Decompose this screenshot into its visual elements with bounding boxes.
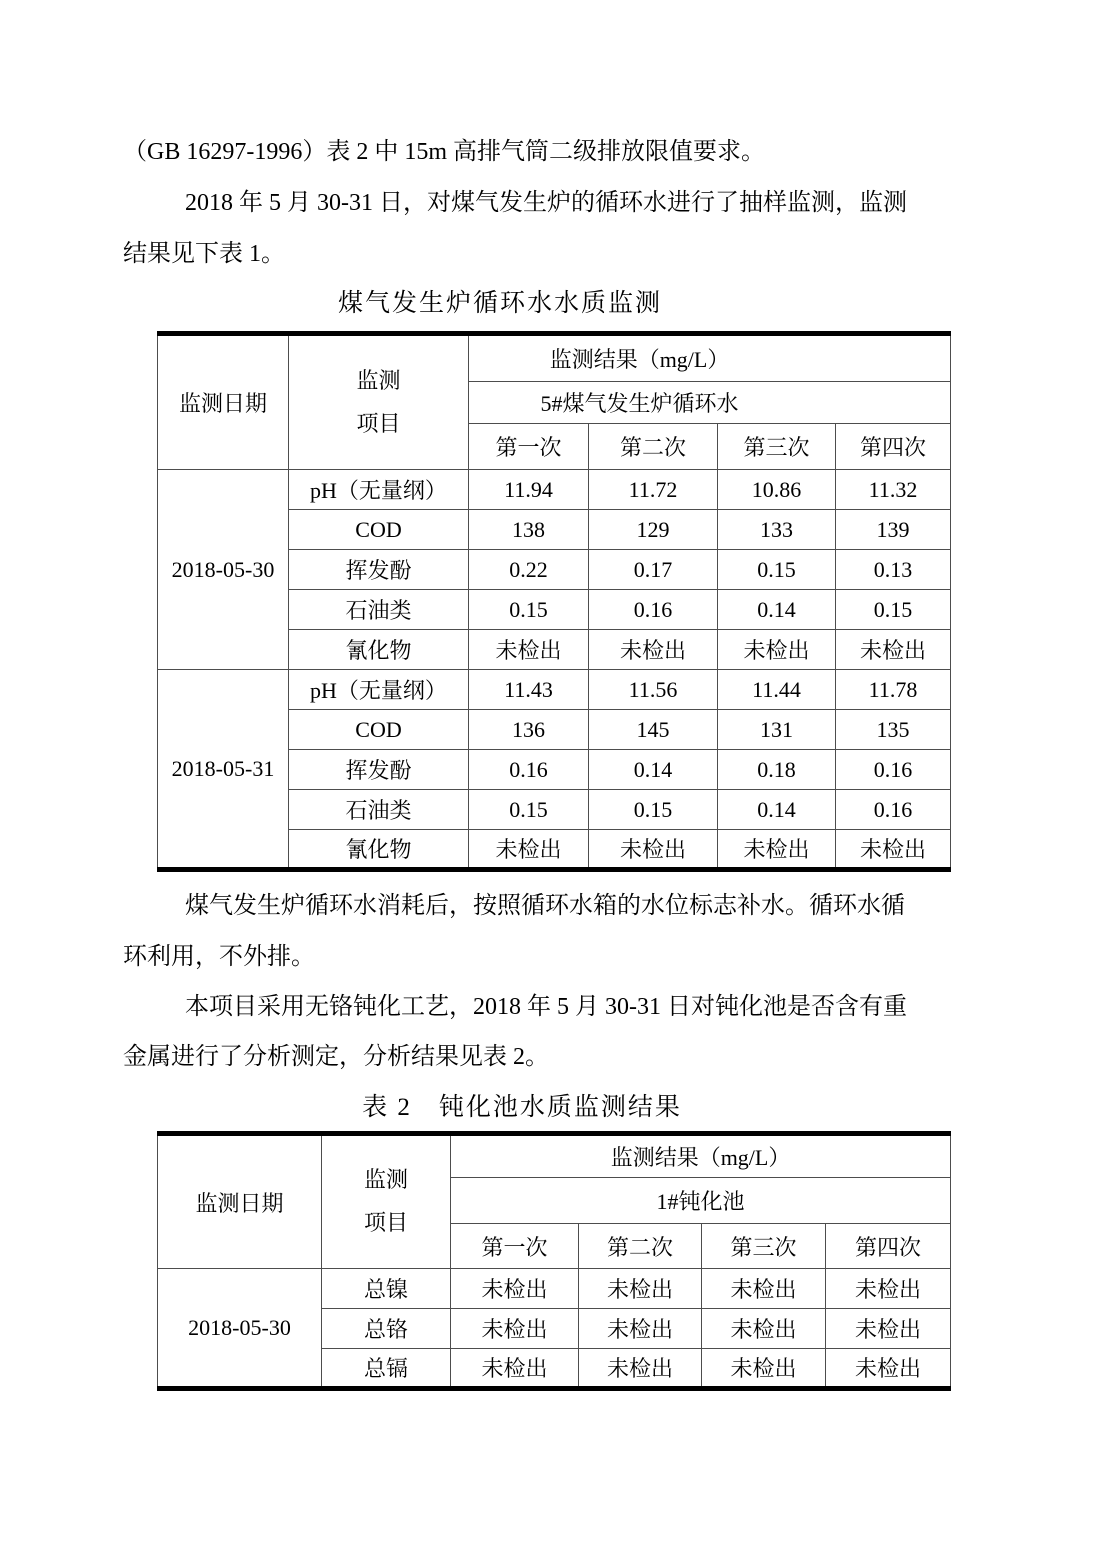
table2-header-result: 监测结果（mg/L） bbox=[451, 1134, 951, 1178]
item-label: COD bbox=[289, 710, 469, 750]
table1-header-item-line2: 项目 bbox=[356, 410, 401, 436]
value-cell: 11.43 bbox=[469, 670, 589, 710]
value-cell: 0.15 bbox=[718, 550, 836, 590]
value-cell: 0.15 bbox=[469, 790, 589, 830]
paragraph-3-line-1: 煤气发生炉循环水消耗后，按照循环水箱的水位标志补水。循环水循 bbox=[185, 893, 905, 919]
item-label: COD bbox=[289, 510, 469, 550]
table-row bbox=[158, 1269, 951, 1309]
value-cell: 131 bbox=[718, 710, 836, 750]
paragraph-2-line-1: 2018 年 5 月 30-31 日，对煤气发生炉的循环水进行了抽样监测，监测 bbox=[185, 190, 907, 216]
value-cell: 11.72 bbox=[589, 470, 718, 510]
value-cell: 未检出 bbox=[702, 1349, 826, 1389]
table2-header-source: 1#钝化池 bbox=[451, 1178, 951, 1224]
paragraph-4-line-2: 金属进行了分析测定，分析结果见表 2。 bbox=[123, 1044, 549, 1070]
value-cell: 未检出 bbox=[826, 1349, 951, 1389]
item-label: 总镉 bbox=[322, 1349, 451, 1389]
item-label: 石油类 bbox=[289, 590, 469, 630]
value-cell: 未检出 bbox=[826, 1269, 951, 1309]
value-cell: 未检出 bbox=[702, 1269, 826, 1309]
value-cell: 11.94 bbox=[469, 470, 589, 510]
table1-header-run-2: 第二次 bbox=[589, 424, 718, 470]
value-cell: 未检出 bbox=[836, 630, 951, 670]
value-cell: 11.32 bbox=[836, 470, 951, 510]
value-cell: 11.78 bbox=[836, 670, 951, 710]
value-cell: 0.16 bbox=[836, 790, 951, 830]
value-cell: 未检出 bbox=[451, 1309, 579, 1349]
value-cell: 未检出 bbox=[451, 1269, 579, 1309]
item-label: 挥发酚 bbox=[289, 550, 469, 590]
item-label: 总铬 bbox=[322, 1309, 451, 1349]
item-label: 氰化物 bbox=[289, 630, 469, 670]
table1-header-item bbox=[289, 334, 469, 470]
item-label: 氰化物 bbox=[289, 830, 469, 870]
table1-header-source: 5#煤气发生炉循环水 bbox=[469, 382, 951, 424]
table2-title: 表 2 钝化池水质监测结果 bbox=[362, 1094, 682, 1121]
value-cell: 0.16 bbox=[589, 590, 718, 630]
value-cell: 0.17 bbox=[589, 550, 718, 590]
item-label: 挥发酚 bbox=[289, 750, 469, 790]
table2-header-run-4: 第四次 bbox=[826, 1224, 951, 1269]
value-cell: 0.16 bbox=[836, 750, 951, 790]
value-cell: 0.14 bbox=[589, 750, 718, 790]
item-label: pH（无量纲） bbox=[289, 470, 469, 510]
item-label: 总镍 bbox=[322, 1269, 451, 1309]
value-cell: 135 bbox=[836, 710, 951, 750]
value-cell: 0.15 bbox=[589, 790, 718, 830]
value-cell: 0.14 bbox=[718, 590, 836, 630]
value-cell: 138 bbox=[469, 510, 589, 550]
table1-title: 煤气发生炉循环水水质监测 bbox=[337, 290, 662, 317]
table2-header-date: 监测日期 bbox=[158, 1134, 322, 1269]
paragraph-4-line-1: 本项目采用无铬钝化工艺，2018 年 5 月 30-31 日对钝化池是否含有重 bbox=[185, 994, 907, 1020]
table2-header-item-line2: 项目 bbox=[363, 1210, 408, 1235]
table2-header-run-3: 第三次 bbox=[702, 1224, 826, 1269]
value-cell: 0.18 bbox=[718, 750, 836, 790]
value-cell: 0.15 bbox=[469, 590, 589, 630]
table1-header-item-line1: 监测 bbox=[356, 367, 401, 393]
table-row bbox=[158, 470, 951, 510]
table1-header-run-1: 第一次 bbox=[469, 424, 589, 470]
table2-header-item bbox=[322, 1134, 451, 1269]
table2-date-1: 2018-05-30 bbox=[158, 1269, 322, 1389]
table2-header-run-1: 第一次 bbox=[451, 1224, 579, 1269]
value-cell: 未检出 bbox=[826, 1309, 951, 1349]
value-cell: 0.16 bbox=[469, 750, 589, 790]
value-cell: 未检出 bbox=[469, 630, 589, 670]
item-label: pH（无量纲） bbox=[289, 670, 469, 710]
value-cell: 133 bbox=[718, 510, 836, 550]
table1-header-result: 监测结果（mg/L） bbox=[469, 334, 951, 382]
value-cell: 136 bbox=[469, 710, 589, 750]
table2-header-run-2: 第二次 bbox=[579, 1224, 702, 1269]
paragraph-3-line-2: 环利用，不外排。 bbox=[123, 944, 315, 970]
value-cell: 10.86 bbox=[718, 470, 836, 510]
value-cell: 0.14 bbox=[718, 790, 836, 830]
value-cell: 129 bbox=[589, 510, 718, 550]
value-cell: 0.15 bbox=[836, 590, 951, 630]
value-cell: 未检出 bbox=[579, 1269, 702, 1309]
table-row bbox=[158, 670, 951, 710]
table1-header-date: 监测日期 bbox=[158, 334, 289, 470]
value-cell: 未检出 bbox=[469, 830, 589, 870]
value-cell: 未检出 bbox=[702, 1309, 826, 1349]
table2-header-item-line1: 监测 bbox=[363, 1167, 408, 1193]
value-cell: 0.13 bbox=[836, 550, 951, 590]
table1-date-1: 2018-05-30 bbox=[158, 470, 289, 670]
item-label: 石油类 bbox=[289, 790, 469, 830]
value-cell: 0.22 bbox=[469, 550, 589, 590]
value-cell: 未检出 bbox=[836, 830, 951, 870]
value-cell: 未检出 bbox=[718, 630, 836, 670]
table1-header-run-4: 第四次 bbox=[836, 424, 951, 470]
table2 bbox=[157, 1131, 951, 1391]
value-cell: 未检出 bbox=[579, 1349, 702, 1389]
value-cell: 11.44 bbox=[718, 670, 836, 710]
table1-date-2: 2018-05-31 bbox=[158, 670, 289, 870]
value-cell: 未检出 bbox=[589, 830, 718, 870]
value-cell: 未检出 bbox=[589, 630, 718, 670]
paragraph-1-line-1: （GB 16297-1996）表 2 中 15m 高排气筒二级排放限值要求。 bbox=[123, 139, 765, 165]
value-cell: 未检出 bbox=[451, 1349, 579, 1389]
value-cell: 11.56 bbox=[589, 670, 718, 710]
value-cell: 未检出 bbox=[718, 830, 836, 870]
value-cell: 139 bbox=[836, 510, 951, 550]
table1-header-run-3: 第三次 bbox=[718, 424, 836, 470]
value-cell: 未检出 bbox=[579, 1309, 702, 1349]
value-cell: 145 bbox=[589, 710, 718, 750]
paragraph-2-line-2: 结果见下表 1。 bbox=[123, 241, 285, 267]
table1 bbox=[157, 331, 951, 872]
